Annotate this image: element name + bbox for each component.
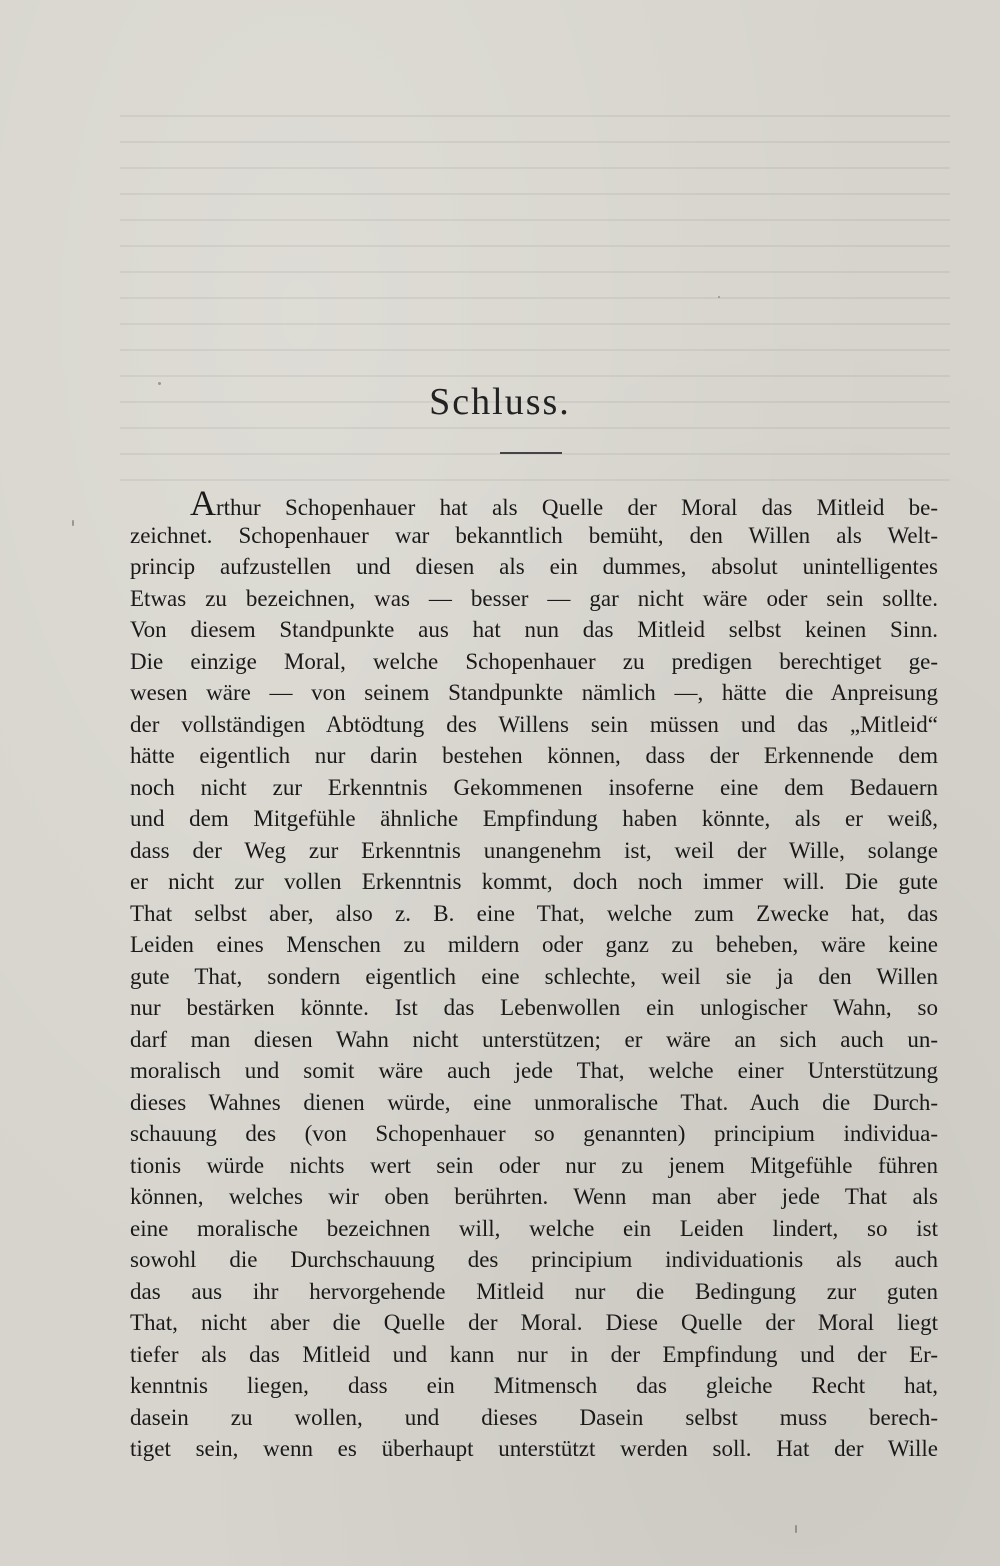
text-line: können, welches wir oben berührten. Wenn man aber jede That als bbox=[130, 1184, 938, 1209]
text-line: dasein zu wollen, und dieses Dasein selbst muss berech- bbox=[130, 1404, 938, 1430]
text-line: kenntnis liegen, dass ein Mitmensch das gleiche Recht hat, bbox=[130, 1373, 938, 1398]
first-line-text: rthur Schopenhauer hat als Quelle der Moral das Mitleid be- bbox=[216, 495, 938, 520]
text-line: dieses Wahnes dienen würde, eine unmoralische That. Auch die Durch- bbox=[130, 1089, 938, 1115]
text-line: princip aufzustellen und diesen als ein dummes, absolut unintelligentes bbox=[130, 554, 938, 579]
text-line: darf man diesen Wahn nicht unterstützen; er wäre an sich auch un- bbox=[130, 1026, 938, 1052]
text-line: eine moralische bezeichnen will, welche ein Leiden lindert, so ist bbox=[130, 1215, 938, 1241]
text-line: tiget sein, wenn es überhaupt unterstützt werden soll. Hat der Wille bbox=[130, 1436, 938, 1461]
text-line: und dem Mitgefühle ähnliche Empfindung haben könnte, als er weiß, bbox=[130, 806, 938, 831]
text-line: wesen wäre — von seinem Standpunkte nämlich —, hätte die Anpreisung bbox=[130, 680, 938, 705]
text-line: tiefer als das Mitleid und kann nur in der Empfindung und der Er- bbox=[130, 1341, 938, 1367]
text-line: Leiden eines Menschen zu mildern oder ganz zu beheben, wäre keine bbox=[130, 932, 938, 957]
text-line: zeichnet. Schopenhauer war bekanntlich bemüht, den Willen als Welt- bbox=[130, 522, 938, 548]
text-line-first bbox=[130, 483, 938, 523]
text-line: Von diesem Standpunkte aus hat nun das Mitleid selbst keinen Sinn. bbox=[130, 617, 938, 642]
text-line: moralisch und somit wäre auch jede That, welche einer Unterstützung bbox=[130, 1058, 938, 1083]
text-line: Die einzige Moral, welche Schopenhauer zu predigen berechtiget ge- bbox=[130, 648, 938, 674]
text-line: schauung des (von Schopenhauer so genannten) principium individua- bbox=[130, 1121, 938, 1146]
paper-speck bbox=[72, 520, 74, 526]
text-line: Etwas zu bezeichnen, was — besser — gar nicht wäre oder sein sollte. bbox=[130, 585, 938, 611]
text-line: gute That, sondern eigentlich eine schlechte, weil sie ja den Willen bbox=[130, 963, 938, 989]
text-line: That selbst aber, also z. B. eine That, welche zum Zwecke hat, das bbox=[130, 900, 938, 926]
text-line: hätte eigentlich nur darin bestehen können, dass der Erkennende dem bbox=[130, 743, 938, 768]
paper-speck bbox=[795, 1525, 797, 1533]
text-line: That, nicht aber die Quelle der Moral. Diese Quelle der Moral liegt bbox=[130, 1310, 938, 1335]
text-line: der vollständigen Abtödtung des Willens sein müssen und das „Mitleid“ bbox=[130, 711, 938, 737]
paper-speck bbox=[718, 296, 720, 298]
text-line: er nicht zur vollen Erkenntnis kommt, doch noch immer will. Die gute bbox=[130, 869, 938, 894]
bleed-through-text bbox=[120, 115, 950, 495]
text-line: sowohl die Durchschauung des principium individuationis als auch bbox=[130, 1247, 938, 1272]
chapter-title: Schluss. bbox=[429, 381, 571, 423]
initial-letter: A bbox=[190, 483, 216, 523]
body-text bbox=[130, 483, 938, 1465]
text-line: noch nicht zur Erkenntnis Gekommenen insoferne eine dem Bedauern bbox=[130, 774, 938, 800]
text-line: tionis würde nichts wert sein oder nur zu jenem Mitgefühle führen bbox=[130, 1152, 938, 1178]
title-rule bbox=[500, 452, 562, 454]
text-line: nur bestärken könnte. Ist das Lebenwollen ein unlogischer Wahn, so bbox=[130, 995, 938, 1020]
text-line: dass der Weg zur Erkenntnis unangenehm ist, weil der Wille, solange bbox=[130, 837, 938, 863]
text-line: das aus ihr hervorgehende Mitleid nur die Bedingung zur guten bbox=[130, 1278, 938, 1304]
